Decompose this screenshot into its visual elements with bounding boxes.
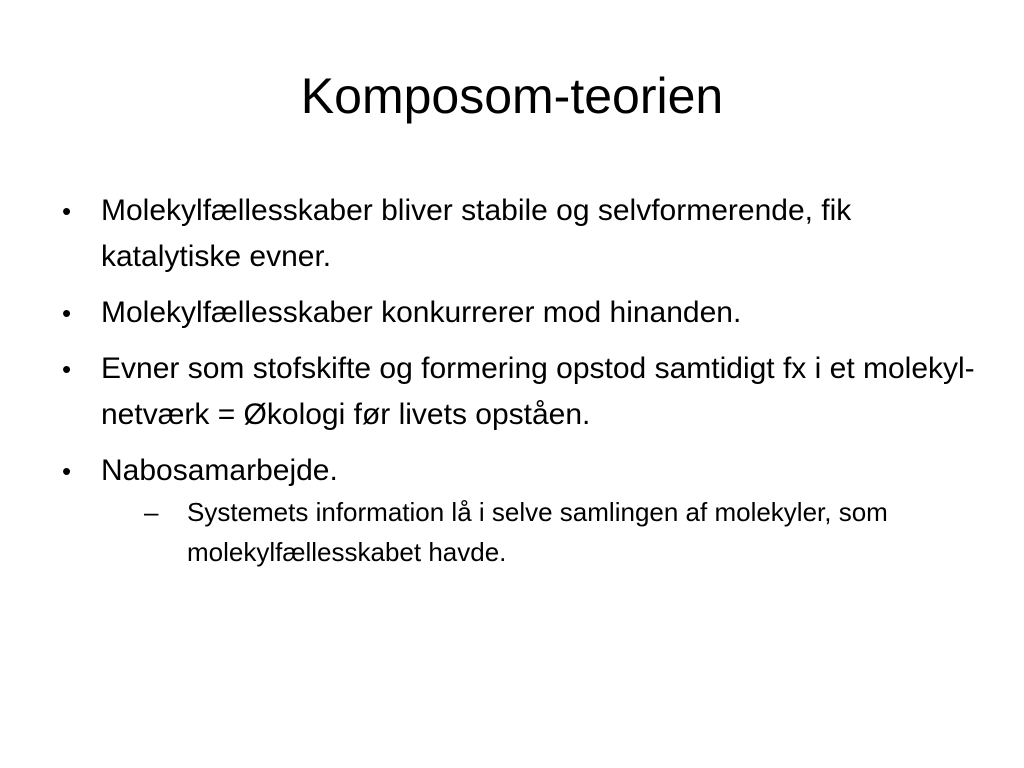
bullet-item-3	[58, 346, 978, 438]
sub-bullet-list	[101, 492, 978, 572]
bullet-item-1	[58, 188, 978, 280]
slide-title: Komposom-teorien	[300, 68, 724, 124]
bullet-text: Nabosamarbejde.	[101, 454, 338, 487]
bullet-list	[58, 188, 978, 582]
bullet-marker: •	[62, 196, 72, 226]
bullet-item-2	[58, 290, 978, 336]
bullet-marker: •	[62, 354, 72, 384]
bullet-text: Evner som stofskifte og formering opstod samtidigt fx i et molekyl-netværk = Økologi før livets opståen.	[101, 352, 975, 431]
sub-bullet-marker: –	[144, 497, 159, 527]
bullet-text: Molekylfællesskaber bliver stabile og selvformerende, fik katalytiske evner.	[101, 194, 852, 273]
bullet-text: Molekylfællesskaber konkurrerer mod hinanden.	[101, 296, 742, 329]
sub-bullet-text: Systemets information lå i selve samlingen af molekyler, som molekylfællesskabet havde.	[187, 497, 888, 567]
sub-bullet-item-1	[144, 492, 978, 572]
bullet-item-4	[58, 448, 978, 572]
bullet-marker: •	[62, 456, 72, 486]
bullet-marker: •	[62, 298, 72, 328]
